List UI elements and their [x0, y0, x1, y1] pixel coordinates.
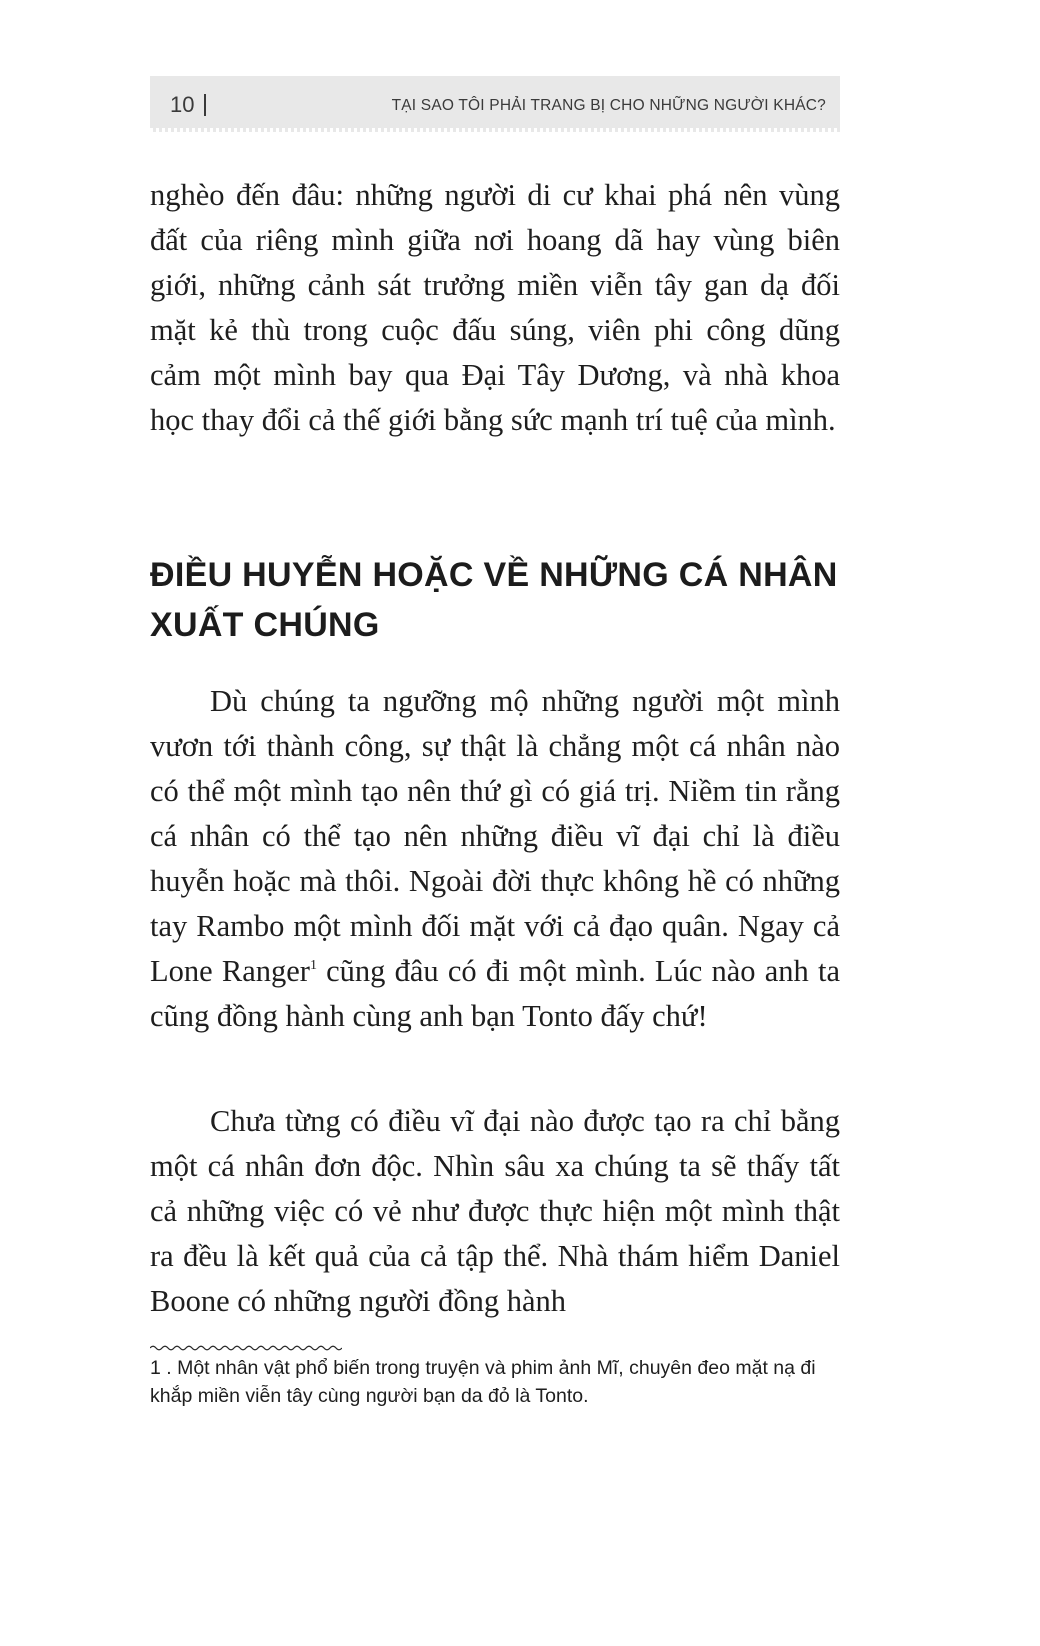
paragraph-1-text-a: Dù chúng ta ngưỡng mộ những người một mình vươn tới thành công, sự thật là chẳng một cá nhân nào có thể một mình tạo nên thứ gì có giá trị. Niềm tin rằng cá nhân có thể tạo nên những điều vĩ đại chỉ là điều huyễn hoặc mà thôi. Ngoài đời thực không hề có những tay Rambo một mình đối mặt với cả đạo quân. Ngay cả Lone Ranger	[150, 684, 840, 988]
footnote-wavy-rule	[150, 1344, 342, 1352]
heading-line-2: XUẤT CHÚNG	[150, 606, 380, 644]
paragraph-text: nghèo đến đâu: những người di cư khai phá nên vùng đất của riêng mình giữa nơi hoang dã hay vùng biên giới, những cảnh sát trưởng miền viễn tây gan dạ đối mặt kẻ thù trong cuộc đấu súng, viên phi công dũng cảm một mình bay qua Đại Tây Dương, và nhà khoa học thay đổi cả thế giới bằng sức mạnh trí tuệ của mình.	[150, 178, 840, 437]
section-heading	[150, 550, 840, 650]
page-number: 10	[170, 92, 195, 117]
running-header	[150, 76, 840, 132]
paragraph-1-text-b: cũng đâu có đi một mình. Lúc nào anh ta cũng đồng hành cùng anh bạn Tonto đấy chứ!	[150, 954, 840, 1033]
continued-paragraph	[150, 173, 840, 443]
paragraph-2	[150, 1099, 840, 1324]
footnote-text: 1 . Một nhân vật phổ biến trong truyện và phim ảnh Mĩ, chuyên đeo mặt nạ đi khắp miền viễn tây cùng người bạn da đỏ là Tonto.	[150, 1357, 816, 1407]
footnote-marker: 1	[309, 958, 317, 973]
heading-line-1: ĐIỀU HUYỄN HOẶC VỀ NHỮNG CÁ NHÂN	[150, 556, 838, 594]
running-title: TẠI SAO TÔI PHẢI TRANG BỊ CHO NHỮNG NGƯỜI KHÁC?	[391, 97, 826, 114]
paragraph-text	[150, 679, 840, 1039]
paragraph-text: Chưa từng có điều vĩ đại nào được tạo ra chỉ bằng một cá nhân đơn độc. Nhìn sâu xa chúng ta sẽ thấy tất cả những việc có vẻ như được thực hiện một mình thật ra đều là kết quả của cả tập thể. Nhà thám hiểm Daniel Boone có những người đồng hành	[150, 1104, 840, 1318]
header-divider	[204, 94, 206, 116]
paragraph-1	[150, 679, 840, 1039]
